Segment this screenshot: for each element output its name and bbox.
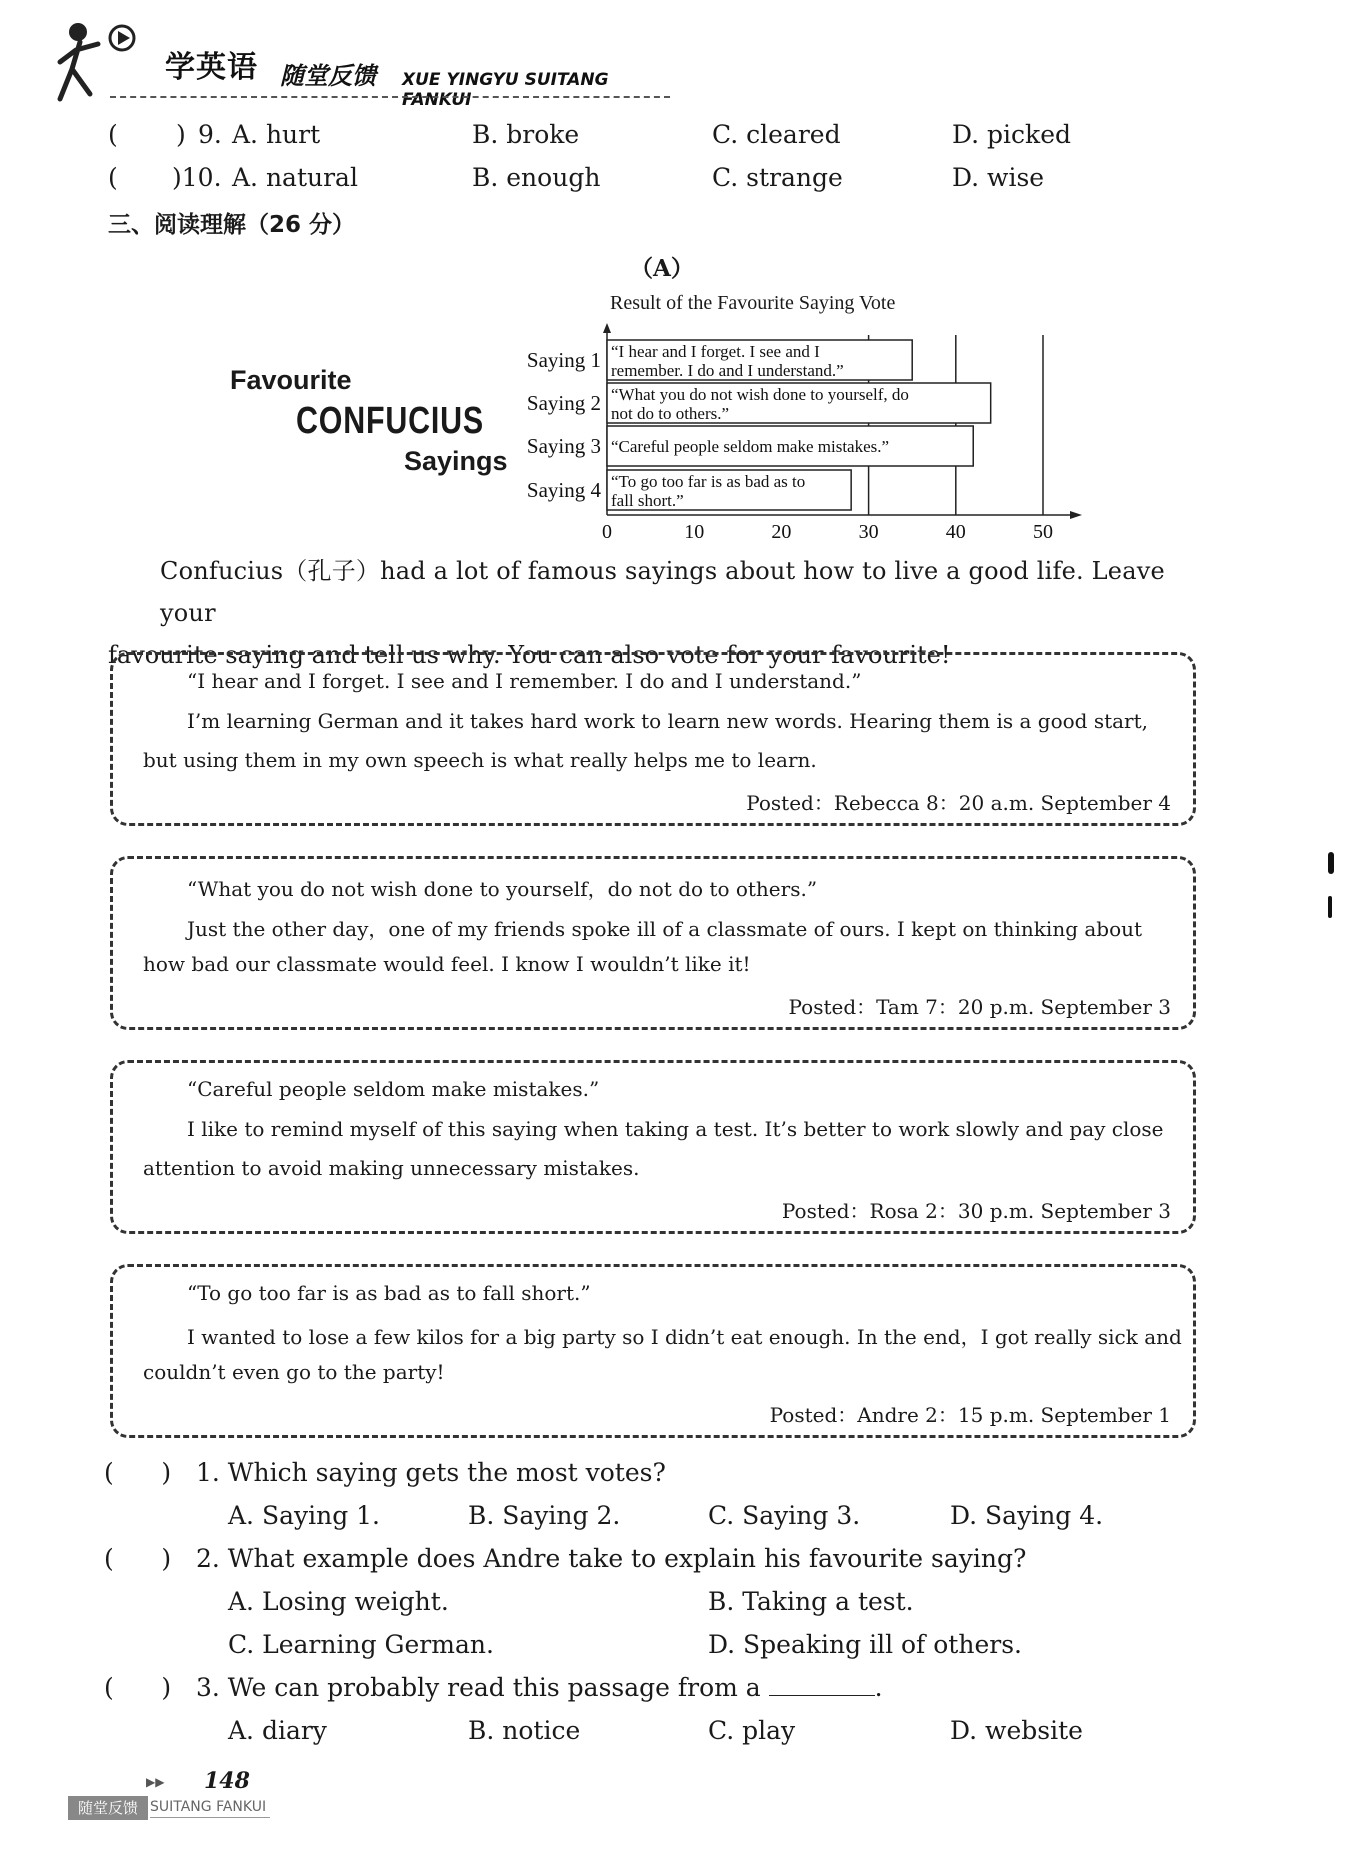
intro-line-2: favourite saying and tell us why. You can also vote for your favourite! — [108, 641, 951, 669]
bar-text-label: “Careful people seldom make mistakes.” — [611, 437, 890, 456]
post-body-line-1: Just the other day，one of my friends spoke ill of a classmate of ours. I kept on thinking about — [187, 917, 1143, 941]
margin-mark — [1328, 852, 1334, 874]
page-number: 148 — [204, 1768, 250, 1794]
arrow-icon: ▶▶ — [146, 1775, 165, 1789]
question-number: 9. — [198, 120, 222, 149]
post-card — [110, 652, 1196, 826]
post-meta: Posted：Rebecca 8：20 a.m. September 4 — [746, 791, 1171, 815]
post-quote: “What you do not wish done to yourself，do not do to others.” — [187, 877, 818, 901]
option-d: D. picked — [952, 120, 1071, 149]
logo-subtitle-en: XUE YINGYU SUITANG FANKUI — [402, 70, 609, 110]
question-stem: 2. What example does Andre take to explain his favourite saying? — [196, 1544, 1027, 1573]
answer-bracket[interactable]: ( ) — [104, 1673, 172, 1702]
x-tick-label: 10 — [684, 521, 705, 543]
bar-text-label: remember. I do and I understand.” — [611, 361, 844, 380]
header-divider — [110, 96, 670, 98]
post-body-line-1: I wanted to lose a few kilos for a big party so I didn’t eat enough. In the end，I got really sick and — [187, 1325, 1182, 1349]
post-body-line-1: I like to remind myself of this saying when taking a test. It’s better to work slowly and pay close — [187, 1117, 1164, 1141]
chart-title: Result of the Favourite Saying Vote — [610, 292, 896, 314]
option-c: C. play — [708, 1716, 796, 1745]
post-quote: “Careful people seldom make mistakes.” — [187, 1077, 600, 1101]
category-label: Saying 3 — [526, 434, 601, 458]
category-label: Saying 1 — [526, 348, 601, 372]
post-card — [110, 856, 1196, 1030]
bar-text-label: not do to others.” — [611, 404, 730, 423]
answer-bracket[interactable]: ( — [108, 120, 118, 149]
question-number: )10. — [172, 163, 222, 192]
poster-line-3: Sayings — [404, 446, 508, 476]
bar-text-label: “I hear and I forget. I see and I — [611, 342, 820, 361]
margin-mark — [1328, 896, 1332, 918]
option-d: D. wise — [952, 163, 1045, 192]
option-c: C. Learning German. — [228, 1630, 494, 1659]
post-body-line-2: couldn’t even go to the party! — [143, 1360, 445, 1384]
runner-logo-icon — [50, 14, 170, 104]
x-axis-arrow — [1070, 511, 1082, 519]
y-axis-arrow — [603, 323, 611, 333]
x-tick-label: 0 — [602, 521, 612, 543]
answer-blank[interactable] — [769, 1675, 875, 1696]
option-b: B. Saying 2. — [468, 1501, 621, 1530]
option-b: B. broke — [472, 120, 580, 149]
option-d: D. website — [950, 1716, 1083, 1745]
x-tick-label: 50 — [1033, 521, 1053, 543]
option-a: A. Saying 1. — [228, 1501, 381, 1530]
footer-label-cn: 随堂反馈 — [68, 1796, 148, 1820]
post-body-line-1: I’m learning German and it takes hard work to learn new words. Hearing them is a good start, — [187, 709, 1149, 733]
question-stem: 1. Which saying gets the most votes? — [196, 1458, 666, 1487]
option-a: A. natural — [232, 163, 358, 192]
question-stem-text: 3. We can probably read this passage from a — [196, 1673, 761, 1702]
option-c: C. cleared — [712, 120, 841, 149]
logo-subtitle-cn: 随堂反馈 — [280, 62, 376, 90]
question-stem-end: . — [874, 1673, 883, 1702]
part-label: （A） — [630, 255, 694, 282]
footer-divider — [150, 1817, 270, 1818]
post-quote: “I hear and I forget. I see and I remember. I do and I understand.” — [187, 669, 862, 693]
post-body-line-2: but using them in my own speech is what really helps me to learn. — [143, 748, 817, 772]
bar-text-label: fall short.” — [611, 491, 684, 510]
vote-bar-chart — [500, 315, 1090, 545]
answer-bracket[interactable]: ( ) — [104, 1458, 172, 1487]
header — [50, 14, 650, 110]
post-card — [110, 1060, 1196, 1234]
option-b: B. Taking a test. — [708, 1587, 914, 1616]
x-tick-label: 40 — [945, 521, 966, 543]
poster-line-2: CONFUCIUS — [296, 400, 484, 442]
post-body-line-2: how bad our classmate would feel. I know I wouldn’t like it! — [143, 952, 751, 976]
question-stem — [196, 1673, 883, 1702]
footer-label-en: SUITANG FANKUI — [150, 1799, 267, 1815]
option-c: C. Saying 3. — [708, 1501, 861, 1530]
category-label: Saying 4 — [526, 478, 601, 502]
bar-text-label: “To go too far is as bad as to — [611, 472, 806, 491]
option-d: D. Speaking ill of others. — [708, 1630, 1022, 1659]
x-tick-label: 20 — [771, 521, 792, 543]
x-tick-label: 30 — [858, 521, 879, 543]
post-quote: “To go too far is as bad as to fall short.” — [187, 1281, 591, 1305]
option-b: B. enough — [472, 163, 601, 192]
bar-text-label: “What you do not wish done to yourself, do — [611, 385, 909, 404]
option-d: D. Saying 4. — [950, 1501, 1104, 1530]
option-b: B. notice — [468, 1716, 581, 1745]
option-c: C. strange — [712, 163, 843, 192]
answer-bracket[interactable]: ( — [108, 163, 118, 192]
option-a: A. hurt — [232, 120, 321, 149]
post-meta: Posted：Andre 2：15 p.m. September 1 — [769, 1403, 1171, 1427]
post-card — [110, 1264, 1196, 1438]
poster-line-1: Favourite — [230, 365, 352, 395]
option-a: A. Losing weight. — [228, 1587, 449, 1616]
logo-title-cn: 学英语 — [165, 50, 258, 85]
answer-bracket[interactable]: ( ) — [104, 1544, 172, 1573]
post-body-line-2: attention to avoid making unnecessary mistakes. — [143, 1156, 640, 1180]
post-meta: Posted：Rosa 2：30 p.m. September 3 — [781, 1199, 1171, 1223]
bracket-close: ) — [176, 120, 186, 149]
post-meta: Posted：Tam 7：20 p.m. September 3 — [788, 995, 1171, 1019]
category-label: Saying 2 — [526, 391, 601, 415]
option-a: A. diary — [228, 1716, 327, 1745]
intro-line-1: Confucius（孔子）had a lot of famous sayings about how to live a good life. Leave your — [160, 557, 1165, 627]
section-title: 三、阅读理解（26 分） — [108, 212, 356, 238]
